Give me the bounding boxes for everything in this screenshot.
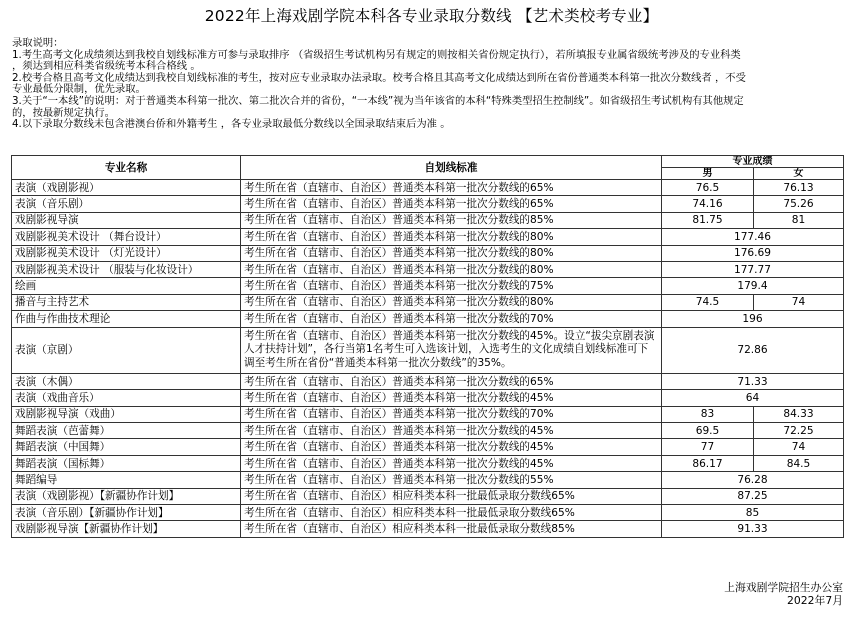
table-row <box>12 261 844 277</box>
cell-score-female: 72.25 <box>754 423 844 439</box>
note-line: 1.考生高考文化成绩须达到我校自划线标准方可参与录取排序 （省级招生考试机构另有规定的则按相关省份规定执行），若所填报专业属省级统考涉及的专业科类 <box>12 48 741 61</box>
cell-score-male: 76.5 <box>662 180 754 196</box>
note-line: 2.校考合格且高考文化成绩达到我校自划线标准的考生，按对应专业录取办法录取。校考合格且其高考文化成绩达到所在省份普通类本科第一批次分数线者 ，不受 <box>12 71 746 84</box>
table-row <box>12 229 844 245</box>
cell-score-all: 179.4 <box>662 278 844 294</box>
footer-office: 上海戏剧学院招生办公室 <box>724 581 843 594</box>
header-criteria: 自划线标准 <box>241 156 662 180</box>
cell-score-male: 74.5 <box>662 294 754 310</box>
cell-score-male: 74.16 <box>662 196 754 212</box>
cell-criteria: 考生所在省（直辖市、自治区）普通类本科第一批次分数线的45% <box>241 390 662 406</box>
cell-score-female: 84.33 <box>754 406 844 422</box>
cell-score-all: 64 <box>662 390 844 406</box>
cell-major: 表演（戏剧影视） <box>12 180 241 196</box>
cell-criteria: 考生所在省（直辖市、自治区）普通类本科第一批次分数线的45%。设立“拔尖京剧表演人才扶持计划”，各行当第1名考生可入选该计划，入选考生的文化成绩自划线标准可下调至考生所在省份“普通类本科第一批次分数线”的35%。 <box>241 327 662 373</box>
cell-criteria: 考生所在省（直辖市、自治区）普通类本科第一批次分数线的75% <box>241 278 662 294</box>
footer <box>724 581 843 607</box>
cell-major: 舞蹈表演（芭蕾舞） <box>12 423 241 439</box>
table-row <box>12 521 844 537</box>
table-row <box>12 488 844 504</box>
cell-major: 戏剧影视导演【新疆协作计划】 <box>12 521 241 537</box>
cell-major: 表演（音乐剧） <box>12 196 241 212</box>
footer-date: 2022年7月 <box>787 594 843 607</box>
cell-major: 戏剧影视美术设计 （灯光设计） <box>12 245 241 261</box>
admission-notes <box>12 38 852 131</box>
cell-major: 戏剧影视导演（戏曲） <box>12 406 241 422</box>
cell-criteria: 考生所在省（直辖市、自治区）普通类本科第一批次分数线的45% <box>241 455 662 471</box>
cell-criteria: 考生所在省（直辖市、自治区）普通类本科第一批次分数线的65% <box>241 196 662 212</box>
cell-score-male: 69.5 <box>662 423 754 439</box>
cell-score-all: 72.86 <box>662 327 844 373</box>
cell-major: 表演（戏剧影视）【新疆协作计划】 <box>12 488 241 504</box>
cell-score-all: 91.33 <box>662 521 844 537</box>
cell-major: 戏剧影视美术设计 （舞台设计） <box>12 229 241 245</box>
table-header-row <box>12 156 844 168</box>
cell-criteria: 考生所在省（直辖市、自治区）普通类本科第一批次分数线的45% <box>241 439 662 455</box>
cell-score-all: 177.46 <box>662 229 844 245</box>
header-score: 专业成绩 <box>662 156 844 168</box>
note-line: 4.以下录取分数线未包含港澳台侨和外籍考生 ，各专业录取最低分数线以全国录取结束后为准 。 <box>12 118 451 131</box>
cell-criteria: 考生所在省（直辖市、自治区）普通类本科第一批次分数线的70% <box>241 406 662 422</box>
admission-score-table <box>11 155 844 538</box>
cell-major: 表演（戏曲音乐） <box>12 390 241 406</box>
cell-major: 绘画 <box>12 278 241 294</box>
table-row <box>12 294 844 310</box>
cell-score-all: 85 <box>662 505 844 521</box>
cell-criteria: 考生所在省（直辖市、自治区）普通类本科第一批次分数线的85% <box>241 212 662 228</box>
cell-score-female: 74 <box>754 294 844 310</box>
note-line: ，须达到相应科类省级统考本科合格线 。 <box>12 60 201 73</box>
cell-major: 舞蹈表演（国标舞） <box>12 455 241 471</box>
table-row <box>12 180 844 196</box>
cell-score-all: 196 <box>662 311 844 327</box>
cell-major: 表演（木偶） <box>12 373 241 389</box>
cell-criteria: 考生所在省（直辖市、自治区）普通类本科第一批次分数线的55% <box>241 472 662 488</box>
header-female: 女 <box>754 168 844 180</box>
table-row <box>12 311 844 327</box>
cell-score-male: 77 <box>662 439 754 455</box>
header-male: 男 <box>662 168 754 180</box>
cell-criteria: 考生所在省（直辖市、自治区）普通类本科第一批次分数线的80% <box>241 261 662 277</box>
cell-score-male: 83 <box>662 406 754 422</box>
table-row <box>12 406 844 422</box>
cell-score-all: 176.69 <box>662 245 844 261</box>
cell-score-all: 87.25 <box>662 488 844 504</box>
cell-score-male: 86.17 <box>662 455 754 471</box>
cell-criteria: 考生所在省（直辖市、自治区）普通类本科第一批次分数线的65% <box>241 373 662 389</box>
cell-score-all: 76.28 <box>662 472 844 488</box>
cell-criteria: 考生所在省（直辖市、自治区）普通类本科第一批次分数线的80% <box>241 245 662 261</box>
table-row <box>12 455 844 471</box>
note-line: 3.关于“一本线”的说明：对于普通类本科第一批次、第二批次合并的省份，“一本线”视为当年该省的本科“特殊类型招生控制线”。如省级招生考试机构有其他规定 <box>12 94 744 107</box>
table-row <box>12 373 844 389</box>
cell-criteria: 考生所在省（直辖市、自治区）普通类本科第一批次分数线的45% <box>241 423 662 439</box>
cell-score-female: 81 <box>754 212 844 228</box>
cell-major: 戏剧影视美术设计 （服装与化妆设计） <box>12 261 241 277</box>
table-row <box>12 212 844 228</box>
note-line: 录取说明： <box>12 37 64 49</box>
cell-score-male: 81.75 <box>662 212 754 228</box>
cell-score-female: 76.13 <box>754 180 844 196</box>
table-row <box>12 390 844 406</box>
table-row <box>12 327 844 373</box>
table-row <box>12 439 844 455</box>
header-major: 专业名称 <box>12 156 241 180</box>
cell-criteria: 考生所在省（直辖市、自治区）普通类本科第一批次分数线的65% <box>241 180 662 196</box>
cell-criteria: 考生所在省（直辖市、自治区）相应科类本科一批最低录取分数线65% <box>241 488 662 504</box>
cell-major: 表演（京剧） <box>12 327 241 373</box>
cell-criteria: 考生所在省（直辖市、自治区）普通类本科第一批次分数线的70% <box>241 311 662 327</box>
cell-criteria: 考生所在省（直辖市、自治区）相应科类本科一批最低录取分数线65% <box>241 505 662 521</box>
table-row <box>12 196 844 212</box>
cell-criteria: 考生所在省（直辖市、自治区）相应科类本科一批最低录取分数线85% <box>241 521 662 537</box>
note-line: 专业最低分限制，优先录取。 <box>12 83 146 96</box>
cell-major: 舞蹈编导 <box>12 472 241 488</box>
note-line: 的，按最新规定执行。 <box>12 106 115 119</box>
table-row <box>12 278 844 294</box>
table-row <box>12 423 844 439</box>
table-body <box>12 180 844 538</box>
cell-major: 戏剧影视导演 <box>12 212 241 228</box>
cell-major: 舞蹈表演（中国舞） <box>12 439 241 455</box>
table-row <box>12 245 844 261</box>
cell-major: 表演（音乐剧）【新疆协作计划】 <box>12 505 241 521</box>
cell-criteria: 考生所在省（直辖市、自治区）普通类本科第一批次分数线的80% <box>241 294 662 310</box>
page-title: 2022年上海戏剧学院本科各专业录取分数线 【艺术类校考专业】 <box>204 7 659 25</box>
table-row <box>12 472 844 488</box>
cell-score-female: 75.26 <box>754 196 844 212</box>
cell-criteria: 考生所在省（直辖市、自治区）普通类本科第一批次分数线的80% <box>241 229 662 245</box>
cell-score-female: 74 <box>754 439 844 455</box>
cell-major: 播音与主持艺术 <box>12 294 241 310</box>
cell-major: 作曲与作曲技术理论 <box>12 311 241 327</box>
cell-score-female: 84.5 <box>754 455 844 471</box>
table-row <box>12 505 844 521</box>
cell-score-all: 177.77 <box>662 261 844 277</box>
cell-score-all: 71.33 <box>662 373 844 389</box>
